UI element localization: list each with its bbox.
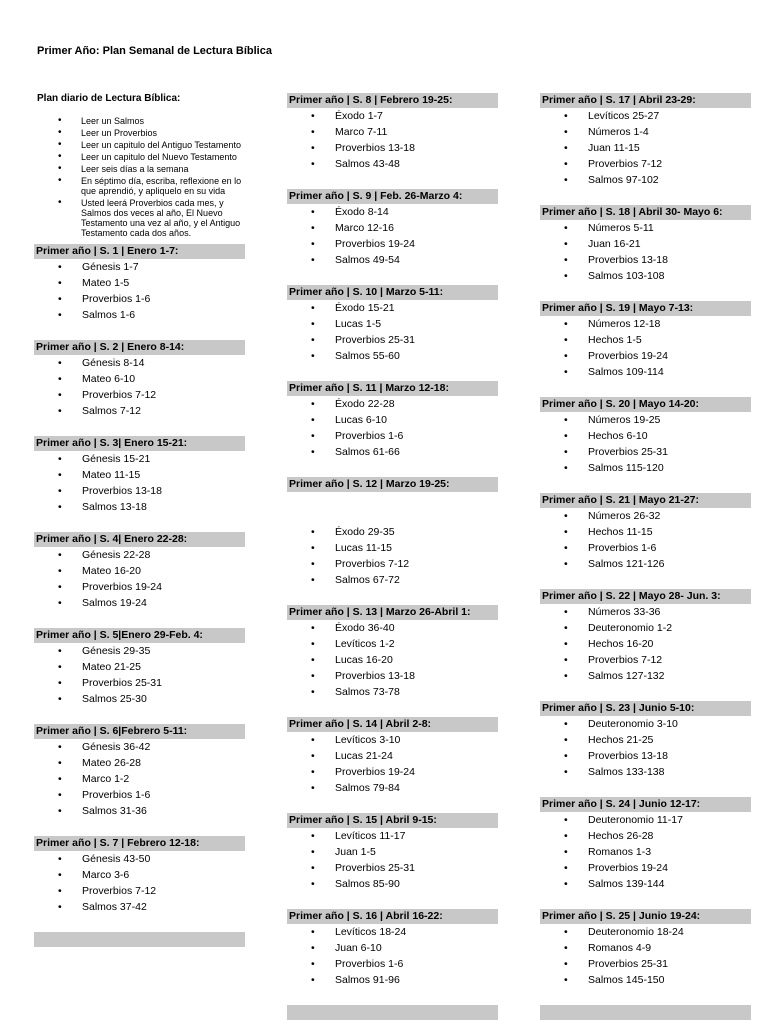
week-header: Primer año | S. 8 | Febrero 19-25: bbox=[287, 93, 498, 108]
week-header: Primer año | S. 16 | Abril 16-22: bbox=[287, 909, 498, 924]
reading-item: • Lucas 1-5 bbox=[287, 316, 498, 332]
week-header: Primer año | S. 11 | Marzo 12-18: bbox=[287, 381, 498, 396]
reading-item: • Marco 7-11 bbox=[287, 124, 498, 140]
reading-list bbox=[287, 828, 498, 892]
week-header: Primer año | S. 10 | Marzo 5-11: bbox=[287, 285, 498, 300]
reading-item: • Deuteronomio 18-24 bbox=[540, 924, 751, 940]
week-block bbox=[540, 93, 751, 188]
reading-item: • Hechos 11-15 bbox=[540, 524, 751, 540]
reading-item: • Salmos 43-48 bbox=[287, 156, 498, 172]
reading-item: • Levíticos 1-2 bbox=[287, 636, 498, 652]
reading-item: • Proverbios 19-24 bbox=[287, 236, 498, 252]
empty-header-bar bbox=[34, 932, 245, 947]
reading-item: • Mateo 21-25 bbox=[34, 659, 245, 675]
reading-item: • Salmos 37-42 bbox=[34, 899, 245, 915]
week-header: Primer año | S. 1 | Enero 1-7: bbox=[34, 244, 245, 259]
reading-list bbox=[34, 451, 245, 515]
reading-item: • Hechos 26-28 bbox=[540, 828, 751, 844]
reading-list bbox=[34, 643, 245, 707]
reading-list bbox=[287, 620, 498, 700]
reading-item: • Proverbios 19-24 bbox=[287, 764, 498, 780]
reading-item: • Proverbios 19-24 bbox=[34, 579, 245, 595]
column-3 bbox=[540, 93, 751, 1020]
week-header: Primer año | S. 14 | Abril 2-8: bbox=[287, 717, 498, 732]
reading-item: • Salmos 127-132 bbox=[540, 668, 751, 684]
reading-item: • Proverbios 13-18 bbox=[540, 252, 751, 268]
reading-list bbox=[540, 412, 751, 476]
reading-item: • Proverbios 25-31 bbox=[540, 956, 751, 972]
reading-item: • Proverbios 19-24 bbox=[540, 860, 751, 876]
reading-item: • Éxodo 22-28 bbox=[287, 396, 498, 412]
reading-item: • Números 1-4 bbox=[540, 124, 751, 140]
reading-item: • Génesis 43-50 bbox=[34, 851, 245, 867]
week-block bbox=[540, 797, 751, 892]
reading-item: • Mateo 1-5 bbox=[34, 275, 245, 291]
reading-item: • Proverbios 1-6 bbox=[287, 428, 498, 444]
week-block bbox=[540, 397, 751, 476]
week-block bbox=[540, 493, 751, 572]
week-block bbox=[540, 205, 751, 284]
week-header: Primer año | S. 6|Febrero 5-11: bbox=[34, 724, 245, 739]
week-header: Primer año | S. 24 | Junio 12-17: bbox=[540, 797, 751, 812]
reading-item: • Números 19-25 bbox=[540, 412, 751, 428]
week-header: Primer año | S. 20 | Mayo 14-20: bbox=[540, 397, 751, 412]
reading-item: • Lucas 21-24 bbox=[287, 748, 498, 764]
reading-list bbox=[540, 220, 751, 284]
reading-item: • Proverbios 7-12 bbox=[540, 652, 751, 668]
reading-item: • Proverbios 7-12 bbox=[34, 387, 245, 403]
reading-item: • Lucas 16-20 bbox=[287, 652, 498, 668]
reading-item: • Números 5-11 bbox=[540, 220, 751, 236]
reading-item: • Éxodo 15-21 bbox=[287, 300, 498, 316]
reading-item: • Juan 6-10 bbox=[287, 940, 498, 956]
reading-item: • Juan 16-21 bbox=[540, 236, 751, 252]
reading-item: • Proverbios 25-31 bbox=[34, 675, 245, 691]
intro-item: • Leer seis días a la semana bbox=[34, 164, 245, 174]
reading-item: • Salmos 145-150 bbox=[540, 972, 751, 988]
reading-item: • Mateo 16-20 bbox=[34, 563, 245, 579]
reading-list bbox=[34, 259, 245, 323]
week-block bbox=[287, 381, 498, 460]
intro-list bbox=[34, 116, 245, 238]
intro-item: • Leer un capitulo del Nuevo Testamento bbox=[34, 152, 245, 162]
reading-item: • Mateo 6-10 bbox=[34, 371, 245, 387]
reading-item: • Salmos 109-114 bbox=[540, 364, 751, 380]
reading-list bbox=[540, 108, 751, 188]
reading-item: • Proverbios 1-6 bbox=[540, 540, 751, 556]
reading-item: • Marco 3-6 bbox=[34, 867, 245, 883]
reading-item: • Salmos 13-18 bbox=[34, 499, 245, 515]
intro-item: • Leer un Proverbios bbox=[34, 128, 245, 138]
week-block bbox=[287, 605, 498, 700]
intro-item: • Usted leerá Proverbios cada mes, y Salmos dos veces al año, El Nuevo Testamento una vez al año, y el Antiguo Testamento cada dos años. bbox=[34, 198, 245, 238]
week-header: Primer año | S. 17 | Abril 23-29: bbox=[540, 93, 751, 108]
week-block bbox=[34, 836, 245, 915]
reading-item: • Salmos 133-138 bbox=[540, 764, 751, 780]
reading-item: • Proverbios 25-31 bbox=[287, 332, 498, 348]
reading-item: • Proverbios 19-24 bbox=[540, 348, 751, 364]
reading-item: • Proverbios 25-31 bbox=[540, 444, 751, 460]
reading-item: • Proverbios 25-31 bbox=[287, 860, 498, 876]
week-block bbox=[540, 301, 751, 380]
reading-item: • Salmos 55-60 bbox=[287, 348, 498, 364]
week-block bbox=[540, 909, 751, 988]
week-block bbox=[287, 717, 498, 796]
reading-list bbox=[287, 108, 498, 172]
reading-item: • Mateo 26-28 bbox=[34, 755, 245, 771]
reading-item: • Salmos 7-12 bbox=[34, 403, 245, 419]
reading-item: • Marco 1-2 bbox=[34, 771, 245, 787]
reading-item: • Marco 12-16 bbox=[287, 220, 498, 236]
reading-item: • Salmos 61-66 bbox=[287, 444, 498, 460]
reading-item: • Proverbios 13-18 bbox=[34, 483, 245, 499]
reading-item: • Salmos 49-54 bbox=[287, 252, 498, 268]
reading-item: • Éxodo 29-35 bbox=[287, 524, 498, 540]
reading-item: • Salmos 67-72 bbox=[287, 572, 498, 588]
reading-item: • Deuteronomio 11-17 bbox=[540, 812, 751, 828]
reading-item: • Juan 1-5 bbox=[287, 844, 498, 860]
reading-item: • Levíticos 11-17 bbox=[287, 828, 498, 844]
reading-item: • Éxodo 36-40 bbox=[287, 620, 498, 636]
reading-list bbox=[540, 716, 751, 780]
reading-list bbox=[540, 924, 751, 988]
reading-list bbox=[287, 924, 498, 988]
reading-item: • Hechos 1-5 bbox=[540, 332, 751, 348]
week-block bbox=[34, 244, 245, 323]
reading-item: • Lucas 6-10 bbox=[287, 412, 498, 428]
reading-item: • Salmos 115-120 bbox=[540, 460, 751, 476]
week-block bbox=[287, 189, 498, 268]
reading-list bbox=[287, 396, 498, 460]
reading-item: • Números 12-18 bbox=[540, 316, 751, 332]
week-header: Primer año | S. 22 | Mayo 28- Jun. 3: bbox=[540, 589, 751, 604]
reading-item: • Hechos 21-25 bbox=[540, 732, 751, 748]
page-title: Primer Año: Plan Semanal de Lectura Bíblica bbox=[37, 45, 272, 57]
reading-list bbox=[287, 300, 498, 364]
week-header: Primer año | S. 5|Enero 29-Feb. 4: bbox=[34, 628, 245, 643]
reading-item: • Salmos 85-90 bbox=[287, 876, 498, 892]
reading-item: • Proverbios 13-18 bbox=[287, 140, 498, 156]
reading-item: • Génesis 22-28 bbox=[34, 547, 245, 563]
reading-item: • Éxodo 8-14 bbox=[287, 204, 498, 220]
week-header: Primer año | S. 7 | Febrero 12-18: bbox=[34, 836, 245, 851]
reading-list bbox=[287, 732, 498, 796]
reading-list bbox=[540, 604, 751, 684]
reading-list bbox=[34, 547, 245, 611]
intro-item: • Leer un capitulo del Antiguo Testamento bbox=[34, 140, 245, 150]
reading-item: • Proverbios 7-12 bbox=[287, 556, 498, 572]
reading-item: • Números 33-36 bbox=[540, 604, 751, 620]
reading-item: • Salmos 121-126 bbox=[540, 556, 751, 572]
reading-item: • Salmos 103-108 bbox=[540, 268, 751, 284]
empty-header-bar bbox=[540, 1005, 751, 1020]
intro-item: • En séptimo día, escriba, reflexione en lo que aprendió, y apliquelo en su vida bbox=[34, 176, 245, 196]
week-block bbox=[287, 285, 498, 364]
reading-item: • Génesis 8-14 bbox=[34, 355, 245, 371]
week-header: Primer año | S. 19 | Mayo 7-13: bbox=[540, 301, 751, 316]
week-header: Primer año | S. 13 | Marzo 26-Abril 1: bbox=[287, 605, 498, 620]
intro-item: • Leer un Salmos bbox=[34, 116, 245, 126]
week-block bbox=[34, 436, 245, 515]
reading-item: • Génesis 1-7 bbox=[34, 259, 245, 275]
reading-item: • Génesis 36-42 bbox=[34, 739, 245, 755]
week-header: Primer año | S. 15 | Abril 9-15: bbox=[287, 813, 498, 828]
week-block bbox=[287, 813, 498, 892]
reading-item: • Juan 11-15 bbox=[540, 140, 751, 156]
week-header: Primer año | S. 21 | Mayo 21-27: bbox=[540, 493, 751, 508]
week-block bbox=[540, 701, 751, 780]
reading-item: • Levíticos 3-10 bbox=[287, 732, 498, 748]
reading-item: • Salmos 25-30 bbox=[34, 691, 245, 707]
week-header: Primer año | S. 25 | Junio 19-24: bbox=[540, 909, 751, 924]
reading-item: • Romanos 1-3 bbox=[540, 844, 751, 860]
reading-item: • Proverbios 13-18 bbox=[287, 668, 498, 684]
reading-item: • Salmos 79-84 bbox=[287, 780, 498, 796]
week-header: Primer año | S. 18 | Abril 30- Mayo 6: bbox=[540, 205, 751, 220]
reading-item: • Proverbios 13-18 bbox=[540, 748, 751, 764]
reading-item: • Salmos 19-24 bbox=[34, 595, 245, 611]
reading-item: • Salmos 91-96 bbox=[287, 972, 498, 988]
reading-item: • Salmos 73-78 bbox=[287, 684, 498, 700]
reading-item: • Mateo 11-15 bbox=[34, 467, 245, 483]
week-header: Primer año | S. 2 | Enero 8-14: bbox=[34, 340, 245, 355]
reading-item: • Génesis 15-21 bbox=[34, 451, 245, 467]
reading-item: • Hechos 16-20 bbox=[540, 636, 751, 652]
reading-item: • Proverbios 7-12 bbox=[34, 883, 245, 899]
week-block bbox=[34, 724, 245, 819]
reading-item: • Proverbios 1-6 bbox=[287, 956, 498, 972]
reading-list bbox=[34, 739, 245, 819]
reading-list bbox=[540, 812, 751, 892]
week-header: Primer año | S. 9 | Feb. 26-Marzo 4: bbox=[287, 189, 498, 204]
reading-list bbox=[34, 355, 245, 419]
week-block bbox=[287, 477, 498, 588]
intro-title: Plan diario de Lectura Bíblica: bbox=[37, 93, 181, 104]
reading-item: • Deuteronomio 3-10 bbox=[540, 716, 751, 732]
week-header: Primer año | S. 4| Enero 22-28: bbox=[34, 532, 245, 547]
reading-list bbox=[540, 316, 751, 380]
reading-item: • Génesis 29-35 bbox=[34, 643, 245, 659]
reading-item: • Salmos 31-36 bbox=[34, 803, 245, 819]
week-header: Primer año | S. 12 | Marzo 19-25: bbox=[287, 477, 498, 492]
reading-item: • Levíticos 25-27 bbox=[540, 108, 751, 124]
reading-item: • Proverbios 1-6 bbox=[34, 291, 245, 307]
column-2 bbox=[287, 93, 498, 1020]
reading-item: • Proverbios 7-12 bbox=[540, 156, 751, 172]
column-1 bbox=[34, 93, 245, 947]
reading-list bbox=[287, 524, 498, 588]
week-block bbox=[34, 532, 245, 611]
reading-item: • Hechos 6-10 bbox=[540, 428, 751, 444]
week-header: Primer año | S. 23 | Junio 5-10: bbox=[540, 701, 751, 716]
week-header: Primer año | S. 3| Enero 15-21: bbox=[34, 436, 245, 451]
week-block bbox=[34, 340, 245, 419]
reading-list bbox=[34, 851, 245, 915]
reading-item: • Números 26-32 bbox=[540, 508, 751, 524]
reading-item: • Salmos 97-102 bbox=[540, 172, 751, 188]
reading-item: • Proverbios 1-6 bbox=[34, 787, 245, 803]
reading-item: • Romanos 4-9 bbox=[540, 940, 751, 956]
reading-list bbox=[287, 204, 498, 268]
empty-header-bar bbox=[287, 1005, 498, 1020]
reading-item: • Éxodo 1-7 bbox=[287, 108, 498, 124]
blank-gap bbox=[287, 492, 498, 524]
week-block bbox=[287, 909, 498, 988]
reading-item: • Salmos 139-144 bbox=[540, 876, 751, 892]
reading-item: • Salmos 1-6 bbox=[34, 307, 245, 323]
week-block bbox=[34, 628, 245, 707]
reading-item: • Lucas 11-15 bbox=[287, 540, 498, 556]
week-block bbox=[540, 589, 751, 684]
reading-item: • Deuteronomio 1-2 bbox=[540, 620, 751, 636]
reading-item: • Levíticos 18-24 bbox=[287, 924, 498, 940]
reading-list bbox=[540, 508, 751, 572]
week-block bbox=[287, 93, 498, 172]
